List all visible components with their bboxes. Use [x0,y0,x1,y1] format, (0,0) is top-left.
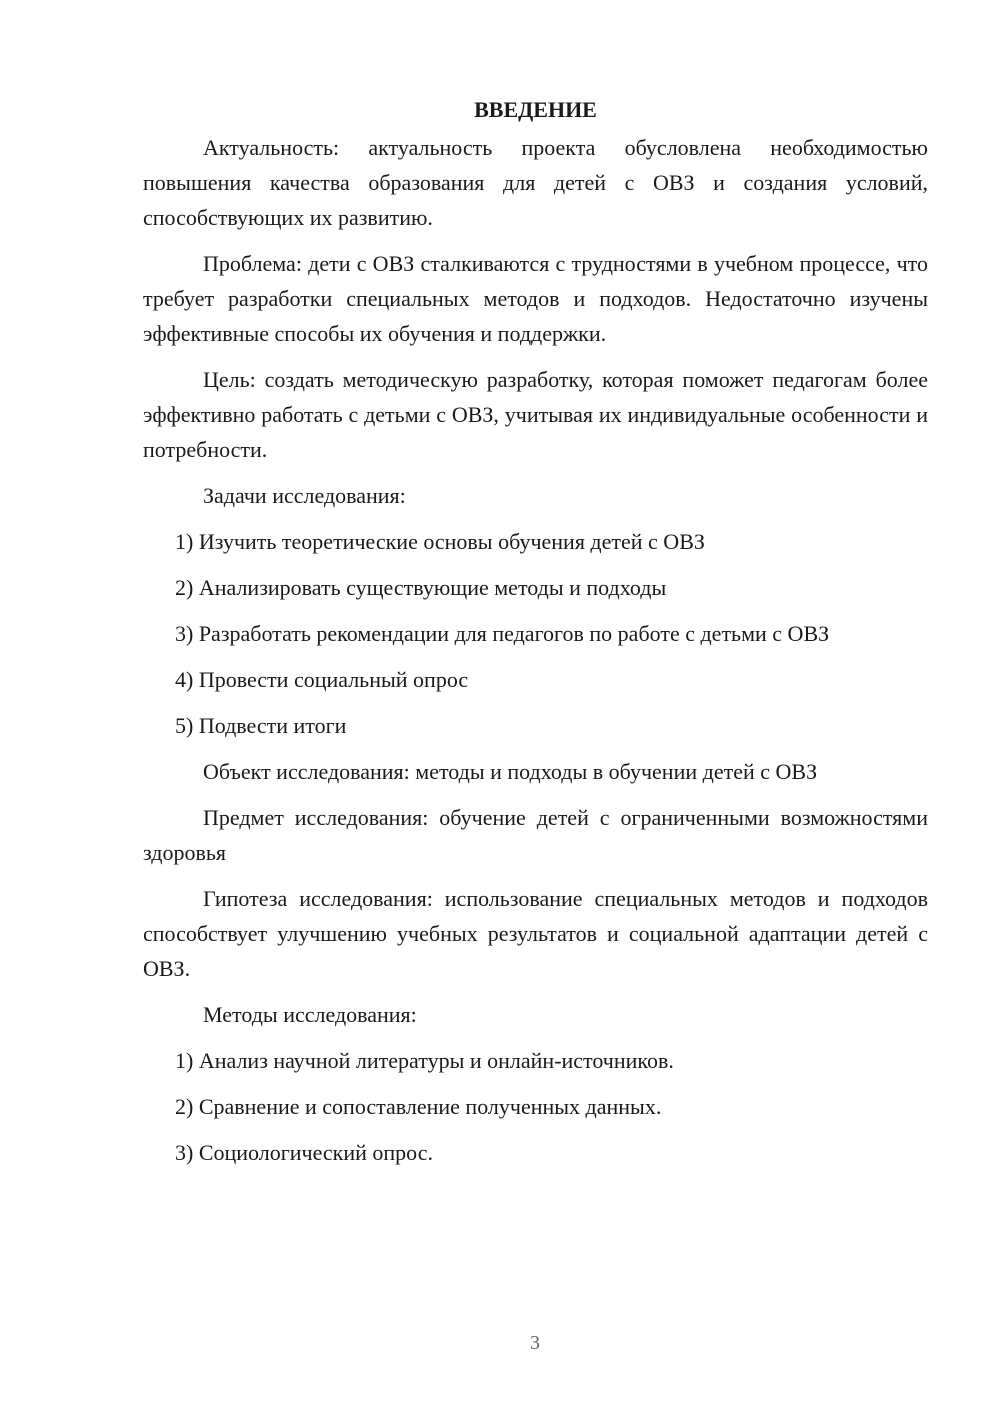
task-item: 1) Изучить теоретические основы обучения детей с ОВЗ [175,529,705,554]
goal-paragraph: Цель: создать методическую разработку, которая поможет педагогам более эффективно работать с детьми с ОВЗ, учитывая их индивидуальные особенности и потребности. [143,367,928,462]
object-paragraph: Объект исследования: методы и подходы в обучении детей с ОВЗ [203,759,818,784]
method-item: 3) Социологический опрос. [175,1140,433,1165]
document-page [143,92,928,1181]
tasks-heading: Задачи исследования: [203,483,406,508]
problem-paragraph: Проблема: дети с ОВЗ сталкиваются с трудностями в учебном процессе, что требует разработки специальных методов и подходов. Недостаточно изучены эффективные способы их обучения и поддержки. [143,251,928,346]
hypothesis-paragraph: Гипотеза исследования: использование специальных методов и подходов способствует улучшению учебных результатов и социальной адаптации детей с ОВЗ. [143,886,928,981]
task-item: 2) Анализировать существующие методы и подходы [175,575,667,600]
task-item: 4) Провести социальный опрос [175,667,469,692]
method-item: 2) Сравнение и сопоставление полученных данных. [175,1094,662,1119]
task-item: 3) Разработать рекомендации для педагогов по работе с детьми с ОВЗ [175,621,830,646]
section-title: ВВЕДЕНИЕ [474,97,597,122]
subject-paragraph: Предмет исследования: обучение детей с ограниченными возможностями здоровья [143,805,928,865]
method-item: 1) Анализ научной литературы и онлайн-источников. [175,1048,674,1073]
page-number: 3 [530,1332,540,1354]
methods-heading: Методы исследования: [203,1002,417,1027]
relevance-paragraph: Актуальность: актуальность проекта обусловлена необходимостью повышения качества образования для детей с ОВЗ и создания условий, способствующих их развитию. [143,135,928,230]
task-item: 5) Подвести итоги [175,713,347,738]
